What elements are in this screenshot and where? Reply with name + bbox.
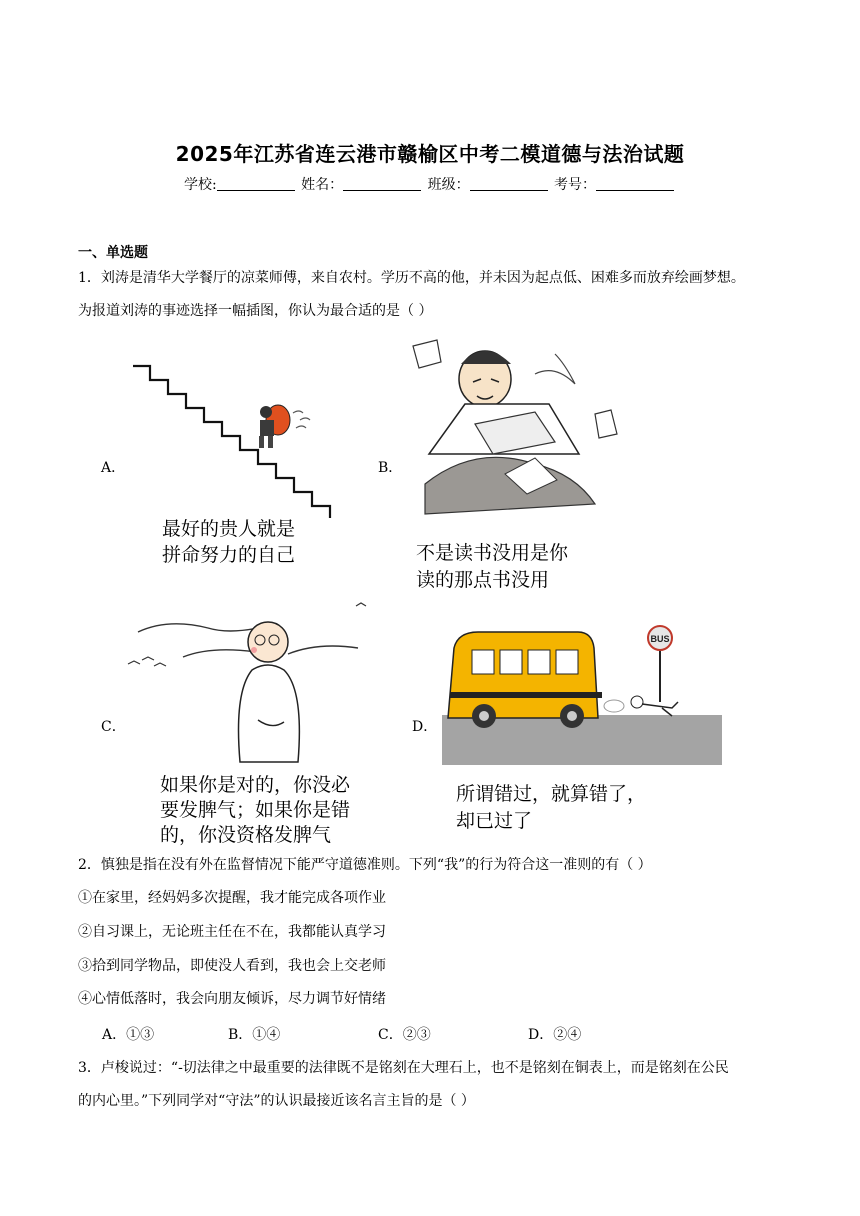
q2-choice-d: D．②④ (528, 1027, 582, 1043)
q2-choice-a: A．①③ (102, 1027, 155, 1043)
option-b-caption-line2: 读的那点书没用 (416, 569, 550, 591)
exam-title: 2025年江苏省连云港市赣榆区中考二模道德与法治试题 (175, 142, 685, 166)
q1-line1: 1．刘涛是清华大学餐厅的凉菜师傅，来自农村。学历不高的他，并未因为起点低、困难多而放弃绘画梦想。 (78, 270, 745, 286)
option-b-caption-line1: 不是读书没用是你 (416, 542, 569, 564)
option-c-caption-line1: 如果你是对的，你没必 (160, 774, 351, 796)
option-b-books-illustration (405, 334, 620, 534)
q2-item-4: ④心情低落时，我会向朋友倾诉，尽力调节好情绪 (78, 991, 386, 1007)
option-a-label: A． (101, 460, 126, 476)
class-label: 班级： (427, 177, 470, 193)
school-blank (217, 176, 295, 191)
q2-item-3: ③拾到同学物品，即使没人看到，我也会上交老师 (78, 958, 386, 974)
option-a-stairs-illustration (128, 358, 348, 508)
q1-line2: 为报道刘涛的事迹选择一幅插图，你认为最合适的是（ ） (78, 303, 433, 319)
q3-line1: 3．卢梭说过：“-切法律之中最重要的法律既不是铭刻在大理石上，也不是铭刻在铜表上，而是铭刻在公民 (78, 1060, 729, 1076)
option-d-bus-illustration (432, 620, 722, 770)
option-d-caption-line1: 所谓错过，就算错了， (456, 783, 647, 805)
exam-number-label: 考号： (554, 177, 597, 193)
option-c-caption-line3: 的，你没资格发脾气 (160, 824, 332, 846)
option-a-caption-line2: 拼命努力的自己 (162, 544, 296, 566)
exam-number-blank (596, 176, 674, 191)
class-blank (470, 176, 548, 191)
q2-stem: 2．慎独是指在没有外在监督情况下能严守道德准则。下列“我”的行为符合这一准则的有（ ） (78, 857, 652, 873)
q3-line2: 的内心里。”下列同学对“守法”的认识最接近该名言主旨的是（ ） (78, 1093, 475, 1109)
school-label: 学校: (183, 177, 217, 193)
option-d-caption-line2: 却已过了 (456, 810, 533, 832)
option-c-caption-line2: 要发脾气；如果你是错 (160, 799, 351, 821)
student-info-line (0, 174, 860, 194)
q2-item-1: ①在家里，经妈妈多次提醒，我才能完成各项作业 (78, 890, 386, 906)
bus-stop-sign-text: BUS (650, 634, 670, 644)
name-blank (343, 176, 421, 191)
option-a-caption-line1: 最好的贵人就是 (162, 518, 296, 540)
option-c-calm-man-illustration (128, 602, 378, 764)
section-heading: 一、单选题 (78, 245, 148, 261)
option-c-label: C． (101, 719, 126, 735)
q2-choice-b: B．①④ (228, 1027, 281, 1043)
option-b-label: B． (378, 460, 403, 476)
q2-choice-c: C．②③ (378, 1027, 431, 1043)
name-label: 姓名： (301, 177, 344, 193)
option-d-label: D． (412, 719, 438, 735)
q2-item-2: ②自习课上，无论班主任在不在，我都能认真学习 (78, 924, 386, 940)
